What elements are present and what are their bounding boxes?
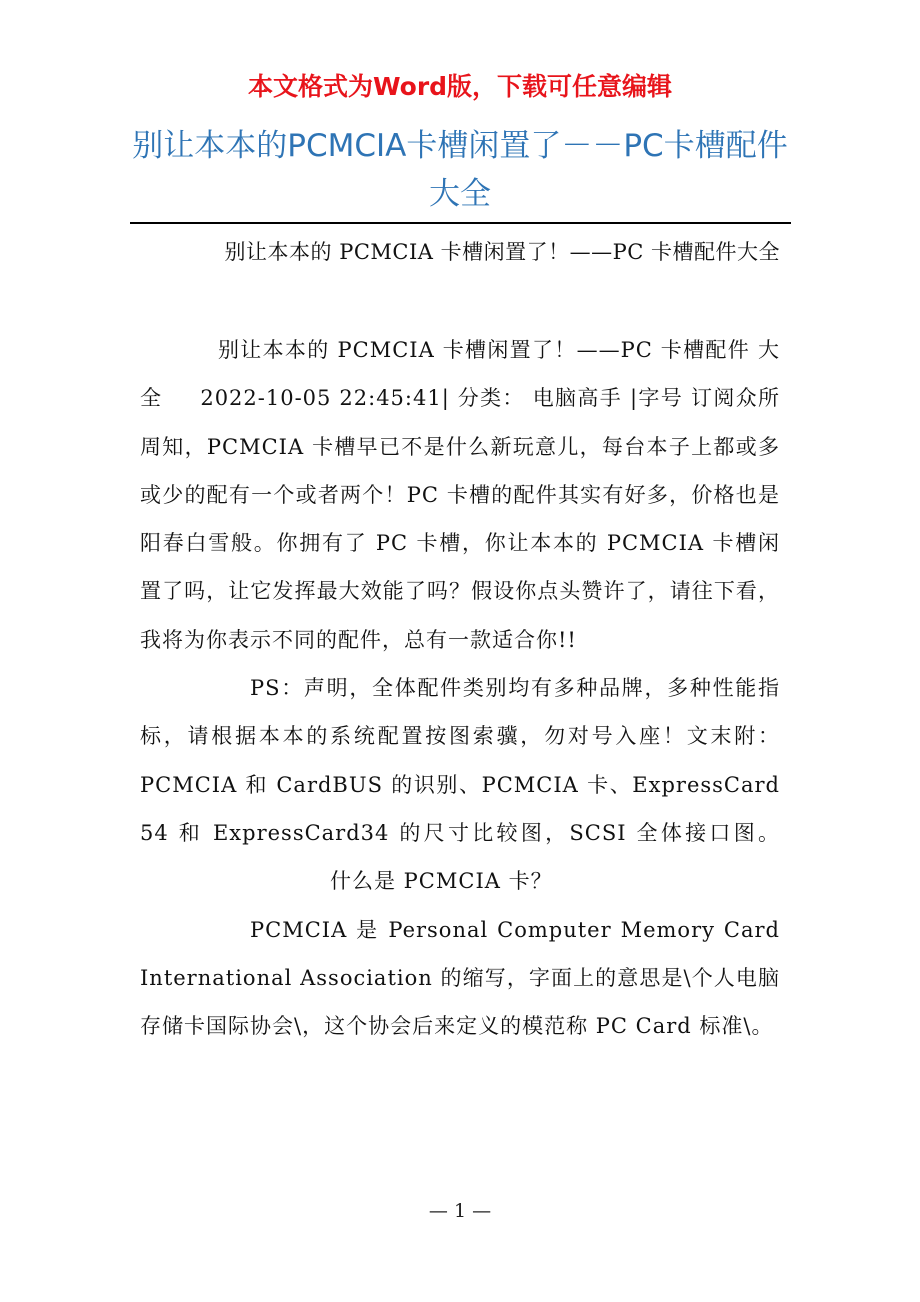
definition-text: PCMCIA 是 Personal Computer Memory Card International Association 的缩写，字面上的意思是\个人电脑存储卡国际协会\，这个协会后来定义的模范称 PC Card 标准\。 [140, 917, 780, 1039]
paragraph-3 [140, 906, 780, 1051]
page-number: — 1 — [428, 1200, 492, 1222]
article-body [140, 326, 780, 1050]
paragraph-1: 别让本本的 PCMCIA 卡槽闲置了！——PC 卡槽配件 大全 2022-10-05 22:45:41| 分类： 电脑高手 |字号 订阅众所周知，PCMCIA 卡槽早已不是什么新玩意儿，每台本子上都或多或少的配有一个或者两个！PC 卡槽的配件其实有好多，价格也是阳春白雪般。你拥有了 PC 卡槽，你让本本的 PCMCIA 卡槽闲置了吗，让它发挥最大效能了吗？假设你点头赞许了，请往下看，我将为你表示不同的配件，总有一款适合你!! [140, 338, 781, 652]
paragraph-2 [140, 664, 780, 905]
disclaimer-text: PS：声明，全体配件类别均有多种品牌，多种性能指标，请根据本本的系统配置按图索骥，勿对号入座！文末附：PCMCIA 和 CardBUS 的识别、PCMCIA 卡、ExpressCard 54 和 ExpressCard34 的尺寸比较图，SCSI 全体接口图。 [140, 676, 780, 845]
section-question: 什么是 PCMCIA 卡？ [330, 869, 553, 894]
document-subtitle: 别让本本的 PCMCIA 卡槽闲置了！——PC 卡槽配件大全 [224, 240, 780, 264]
article-intro: 众所周知，PCMCIA 卡槽早已不是什么新玩意儿，每台本子上都或多或少的配有一个或者两个！PC 卡槽的配件其实有好多，价格也是阳春白雪般。你拥有了 PC 卡槽，你让本本的 PCMCIA 卡槽闲置了吗，让它发挥最大效能了吗？假设你点头赞许了，请往下看，我将为你表示不同的配件，总有一款适合你!! [140, 386, 781, 652]
article-meta: 2022-10-05 22:45:41| 分类： 电脑高手 |字号 订阅 [200, 386, 736, 411]
title-divider [130, 222, 791, 224]
document-title: 别让本本的PCMCIA卡槽闲置了－－PC卡槽配件大全 [132, 128, 788, 212]
download-banner: 本文格式为Word版，下载可任意编辑 [247, 72, 673, 101]
article-lead: 别让本本的 PCMCIA 卡槽闲置了！——PC 卡槽配件 [218, 338, 751, 362]
